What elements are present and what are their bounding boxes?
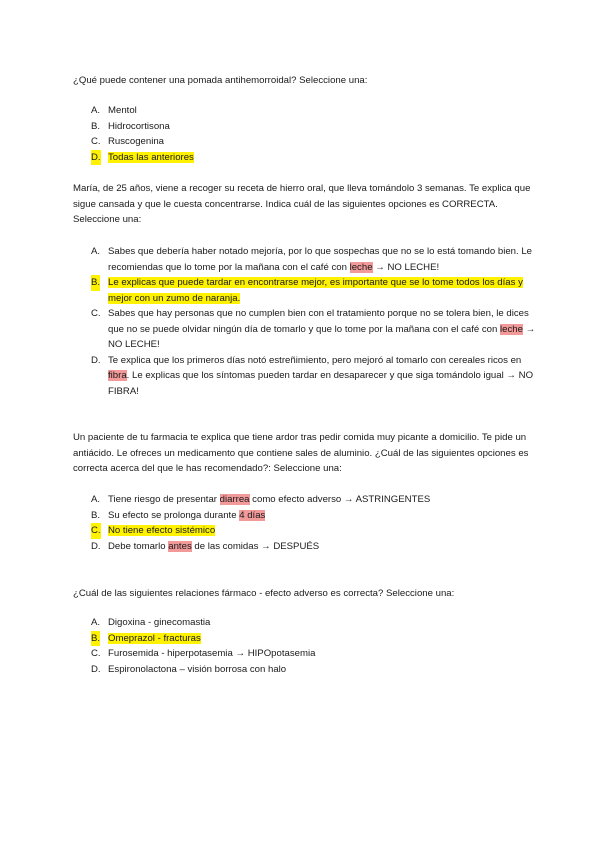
option-letter: A.	[91, 494, 101, 505]
q1-option-b	[91, 119, 536, 135]
option-text: Tiene riesgo de presentar	[108, 494, 220, 505]
option-letter: B.	[91, 509, 101, 521]
option-text: Espironolactona – visión borrosa con halo	[108, 663, 287, 675]
wrong-keyword: 4 días	[239, 509, 266, 521]
q2-option-d	[91, 353, 536, 400]
option-text: Su efecto se prolonga durante	[108, 509, 240, 521]
option-text: Mentol	[108, 105, 137, 116]
option-text: Ruscogenina	[108, 136, 165, 147]
option-letter: B.	[91, 120, 101, 132]
wrong-keyword: leche	[500, 323, 523, 335]
option-letter: D.	[91, 150, 101, 166]
option-letter: C.	[91, 523, 101, 539]
q3-option-d	[91, 539, 536, 555]
option-letter: C.	[91, 136, 101, 147]
correction-note: como efecto adverso → ASTRINGENTES	[249, 494, 431, 505]
question-3-text: Un paciente de tu farmacia te explica que tiene ardor tras pedir comida muy picante a domicilio. Te pide un antiácido. Le ofreces un medicamento que contiene sales de aluminio. ¿Cuál de las siguientes opciones es correcta acerca del que le has recomendado?: Seleccione una:	[73, 432, 529, 474]
option-text: Sabes que debería haber notado mejoría, por lo que sospechas que no se lo está tomando bien. Le recomiendas que lo tome por la mañana con el café con	[108, 246, 533, 273]
question-4-options	[91, 615, 536, 677]
correction-note: → NO LECHE!	[372, 261, 440, 273]
wrong-keyword: antes	[168, 540, 192, 552]
q3-option-a	[91, 492, 536, 508]
option-text: Te explica que los primeros días notó estreñimiento, pero mejoró al tomarlo con cereales ricos en	[108, 354, 522, 366]
option-letter: B.	[91, 275, 100, 291]
q3-option-c	[91, 523, 536, 539]
option-letter: C.	[91, 648, 101, 659]
wrong-keyword: diarrea	[219, 494, 250, 505]
q1-option-a	[91, 103, 536, 119]
option-text: Sabes que hay personas que no cumplen bien con el tratamiento porque no se tolera bien, le dices que no se puede olvidar ningún día de tomarlo y que lo tome por la mañana con el café con	[108, 308, 529, 335]
wrong-keyword: leche	[349, 261, 373, 273]
option-text: Furosemida - hiperpotasemia → HIPOpotasemia	[108, 648, 316, 659]
option-letter: C.	[91, 308, 101, 319]
option-letter: D.	[91, 354, 101, 366]
q3-option-b	[91, 508, 536, 524]
q1-option-d	[91, 150, 536, 166]
option-text: Debe tomarlo	[108, 540, 169, 552]
correction-note: . Le explicas que los síntomas pueden tardar en desaparecer y que siga tomándolo igual → NO FIBRA!	[108, 370, 534, 397]
wrong-keyword: fibra	[108, 370, 127, 381]
option-letter: A.	[91, 246, 101, 257]
question-2-text: María, de 25 años, viene a recoger su receta de hierro oral, que lleva tomándolo 3 semanas. Te explica que sigue cansada y que le cuesta concentrarse. Indica cuál de las siguientes opciones es CORRECTA. Seleccione una:	[73, 183, 531, 225]
option-letter: D.	[91, 663, 101, 675]
question-1-text: ¿Qué puede contener una pomada antihemorroidal? Seleccione una:	[73, 75, 368, 86]
option-letter: A.	[91, 617, 101, 628]
q4-option-b	[91, 631, 536, 647]
option-text-correct: No tiene efecto sistémico	[108, 525, 216, 536]
option-text-correct: Todas las anteriores	[108, 151, 194, 163]
option-letter: D.	[91, 540, 101, 552]
question-4-text: ¿Cuál de las siguientes relaciones fármaco - efecto adverso es correcta? Seleccione una:	[73, 588, 455, 599]
option-text-correct: Le explicas que puede tardar en encontrarse mejor, es importante que se lo tome todos los días y mejor con un zumo de naranja.	[108, 277, 523, 304]
option-text-correct: Omeprazol - fracturas	[108, 632, 201, 644]
q4-option-c	[91, 646, 536, 662]
q4-option-d	[91, 662, 536, 678]
option-text: Digoxina - ginecomastia	[108, 617, 211, 628]
q1-option-c	[91, 134, 536, 150]
question-3-options	[91, 492, 536, 554]
option-text: Hidrocortisona	[108, 120, 170, 132]
q2-option-c	[91, 306, 536, 353]
q2-option-a	[91, 244, 536, 275]
correction-note: de las comidas → DESPUÉS	[191, 540, 320, 552]
question-2-options	[91, 244, 536, 399]
option-letter: A.	[91, 105, 101, 116]
q4-option-a	[91, 615, 536, 631]
option-letter: B.	[91, 631, 100, 647]
question-1-options	[91, 103, 536, 165]
correction-note: → NO LECHE!	[108, 323, 536, 350]
q2-option-b	[91, 275, 536, 306]
